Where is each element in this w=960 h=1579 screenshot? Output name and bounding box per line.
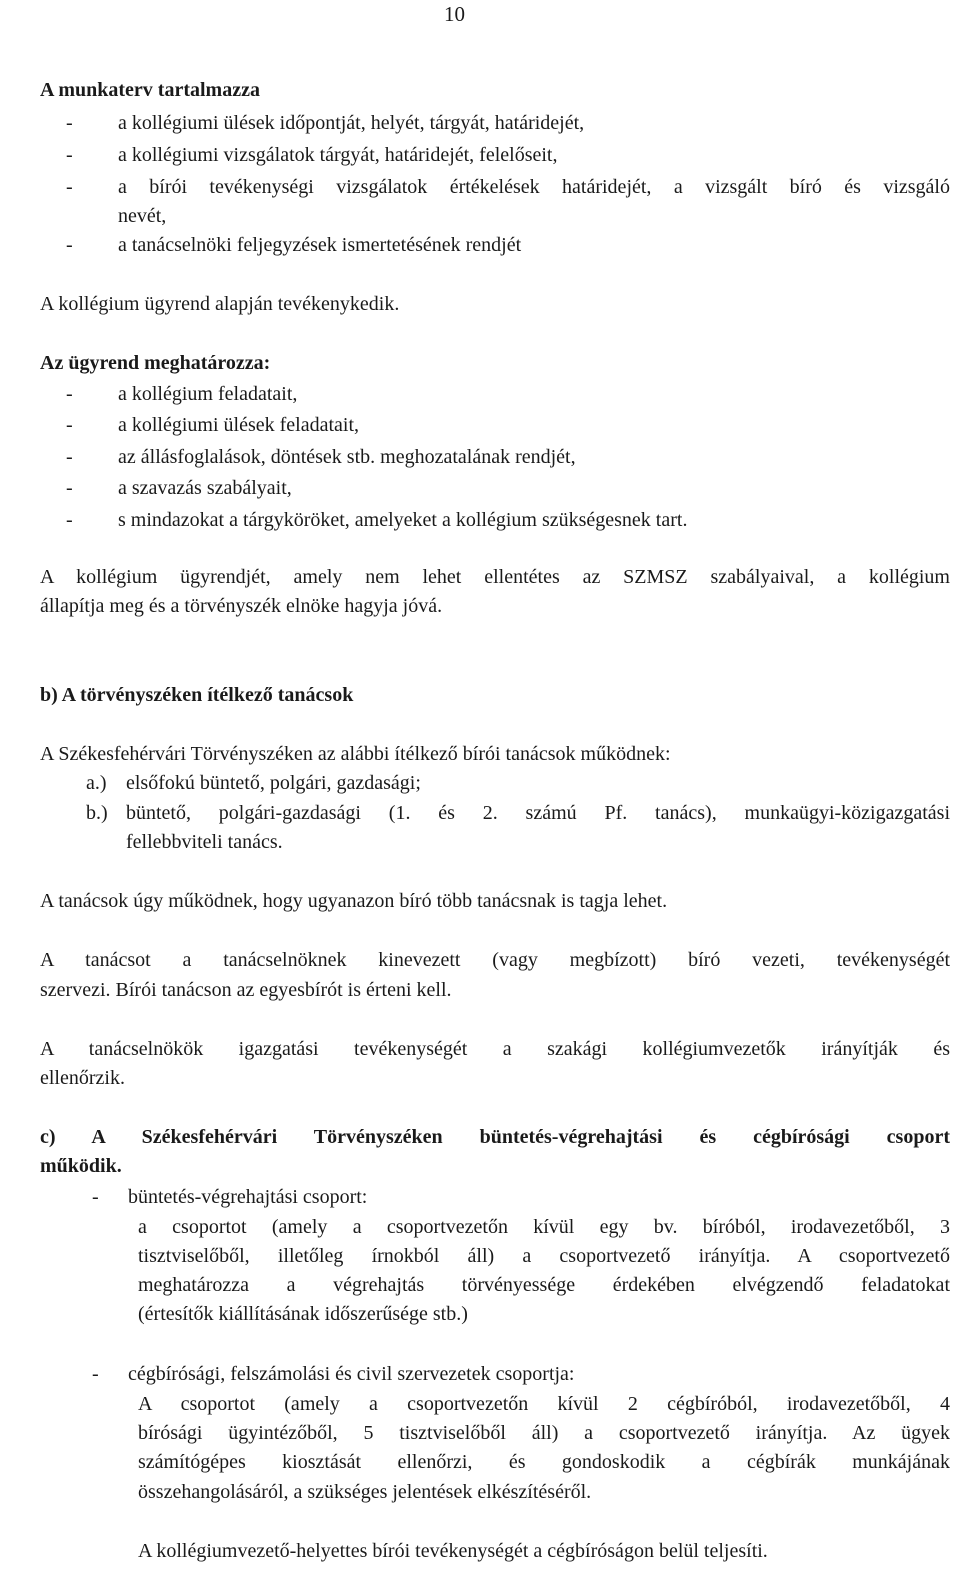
paragraph: A kollégium ügyrendjét, amely nem lehet ellentétes az SZMSZ szabályaival, a kollégium: [40, 566, 950, 588]
section-heading-munkaterv: A munkaterv tartalmazza: [40, 79, 260, 101]
list-dash: -: [92, 1363, 99, 1385]
section-heading-csoport: c) A Székesfehérvári Törvényszéken büntetés-végrehajtási és cégbírósági csoport: [40, 1126, 950, 1148]
list-item: büntető, polgári-gazdasági (1. és 2. számú Pf. tanács), munkaügyi-közigazgatási: [126, 802, 950, 824]
paragraph-continuation: ellenőrzik.: [40, 1067, 125, 1089]
list-dash: -: [66, 176, 73, 198]
list-label: b.): [86, 802, 108, 824]
page-number: 10: [444, 2, 465, 26]
list-dash: -: [66, 383, 73, 405]
list-dash: -: [66, 477, 73, 499]
group-text: (értesítők kiállításának időszerűsége stb.): [138, 1303, 468, 1325]
paragraph: A Székesfehérvári Törvényszéken az alábbi ítélkező bírói tanácsok működnek:: [40, 743, 671, 765]
list-item: a kollégiumi ülések feladatait,: [118, 414, 360, 436]
group-title-bv: büntetés-végrehajtási csoport:: [128, 1186, 368, 1208]
list-item: a kollégium feladatait,: [118, 383, 298, 405]
section-heading-tanacsok: b) A törvényszéken ítélkező tanácsok: [40, 684, 354, 706]
list-item: a bírói tevékenységi vizsgálatok értékelések határidejét, a vizsgált bíró és vizsgáló: [118, 176, 950, 198]
group-text: bírósági ügyintézőből, 5 tisztviselőből áll) a csoportvezető irányítja. Az ügyek: [138, 1422, 950, 1444]
group-text: összehangolásáról, a szükséges jelentések elkészítéséről.: [138, 1481, 592, 1503]
paragraph-continuation: szervezi. Bírói tanácson az egyesbírót is érteni kell.: [40, 979, 452, 1001]
paragraph: A kollégium ügyrend alapján tevékenykedik.: [40, 293, 400, 315]
list-dash: -: [66, 234, 73, 256]
paragraph: A tanácselnökök igazgatási tevékenységét a szakági kollégiumvezetők irányítják és: [40, 1038, 950, 1060]
section-heading-continuation: működik.: [40, 1155, 122, 1177]
list-item: a tanácselnöki feljegyzések ismertetésének rendjét: [118, 234, 522, 256]
group-text: tisztviselőből, illetőleg írnokból áll) a csoportvezető irányítja. A csoportvezető: [138, 1245, 950, 1267]
list-label: a.): [86, 772, 107, 794]
list-dash: -: [66, 112, 73, 134]
list-item: a kollégiumi ülések időpontját, helyét, tárgyát, határidejét,: [118, 112, 585, 134]
group-text: számítógépes kiosztását ellenőrzi, és gondoskodik a cégbírák munkájának: [138, 1451, 950, 1473]
list-dash: -: [92, 1186, 99, 1208]
list-dash: -: [66, 509, 73, 531]
list-item: a kollégiumi vizsgálatok tárgyát, határidejét, felelőseit,: [118, 144, 558, 166]
list-item: s mindazokat a tárgyköröket, amelyeket a kollégium szükségesnek tart.: [118, 509, 688, 531]
list-dash: -: [66, 446, 73, 468]
list-item: elsőfokú büntető, polgári, gazdasági;: [126, 772, 421, 794]
paragraph-final: A kollégiumvezető-helyettes bírói tevékenységét a cégbíróságon belül teljesíti.: [138, 1540, 768, 1562]
list-item: az állásfoglalások, döntések stb. meghozatalának rendjét,: [118, 446, 576, 468]
list-item: a szavazás szabályait,: [118, 477, 292, 499]
list-dash: -: [66, 144, 73, 166]
paragraph-continuation: állapítja meg és a törvényszék elnöke hagyja jóvá.: [40, 595, 443, 617]
subheading-ugyrend: Az ügyrend meghatározza:: [40, 352, 271, 374]
group-text: A csoportot (amely a csoportvezetőn kívül 2 cégbíróból, irodavezetőből, 4: [138, 1393, 950, 1415]
paragraph: A tanácsok úgy működnek, hogy ugyanazon bíró több tanácsnak is tagja lehet.: [40, 890, 668, 912]
group-text: a csoportot (amely a csoportvezetőn kívül egy bv. bíróból, irodavezetőből, 3: [138, 1216, 950, 1238]
list-item-continuation: nevét,: [118, 205, 167, 227]
list-item-continuation: fellebbviteli tanács.: [126, 831, 283, 853]
list-dash: -: [66, 414, 73, 436]
group-text: meghatározza a végrehajtás törvényessége érdekében elvégzendő feladatokat: [138, 1274, 950, 1296]
paragraph: A tanácsot a tanácselnöknek kinevezett (vagy megbízott) bíró vezeti, tevékenységét: [40, 949, 950, 971]
group-title-cegbirosag: cégbírósági, felszámolási és civil szervezetek csoportja:: [128, 1363, 575, 1385]
